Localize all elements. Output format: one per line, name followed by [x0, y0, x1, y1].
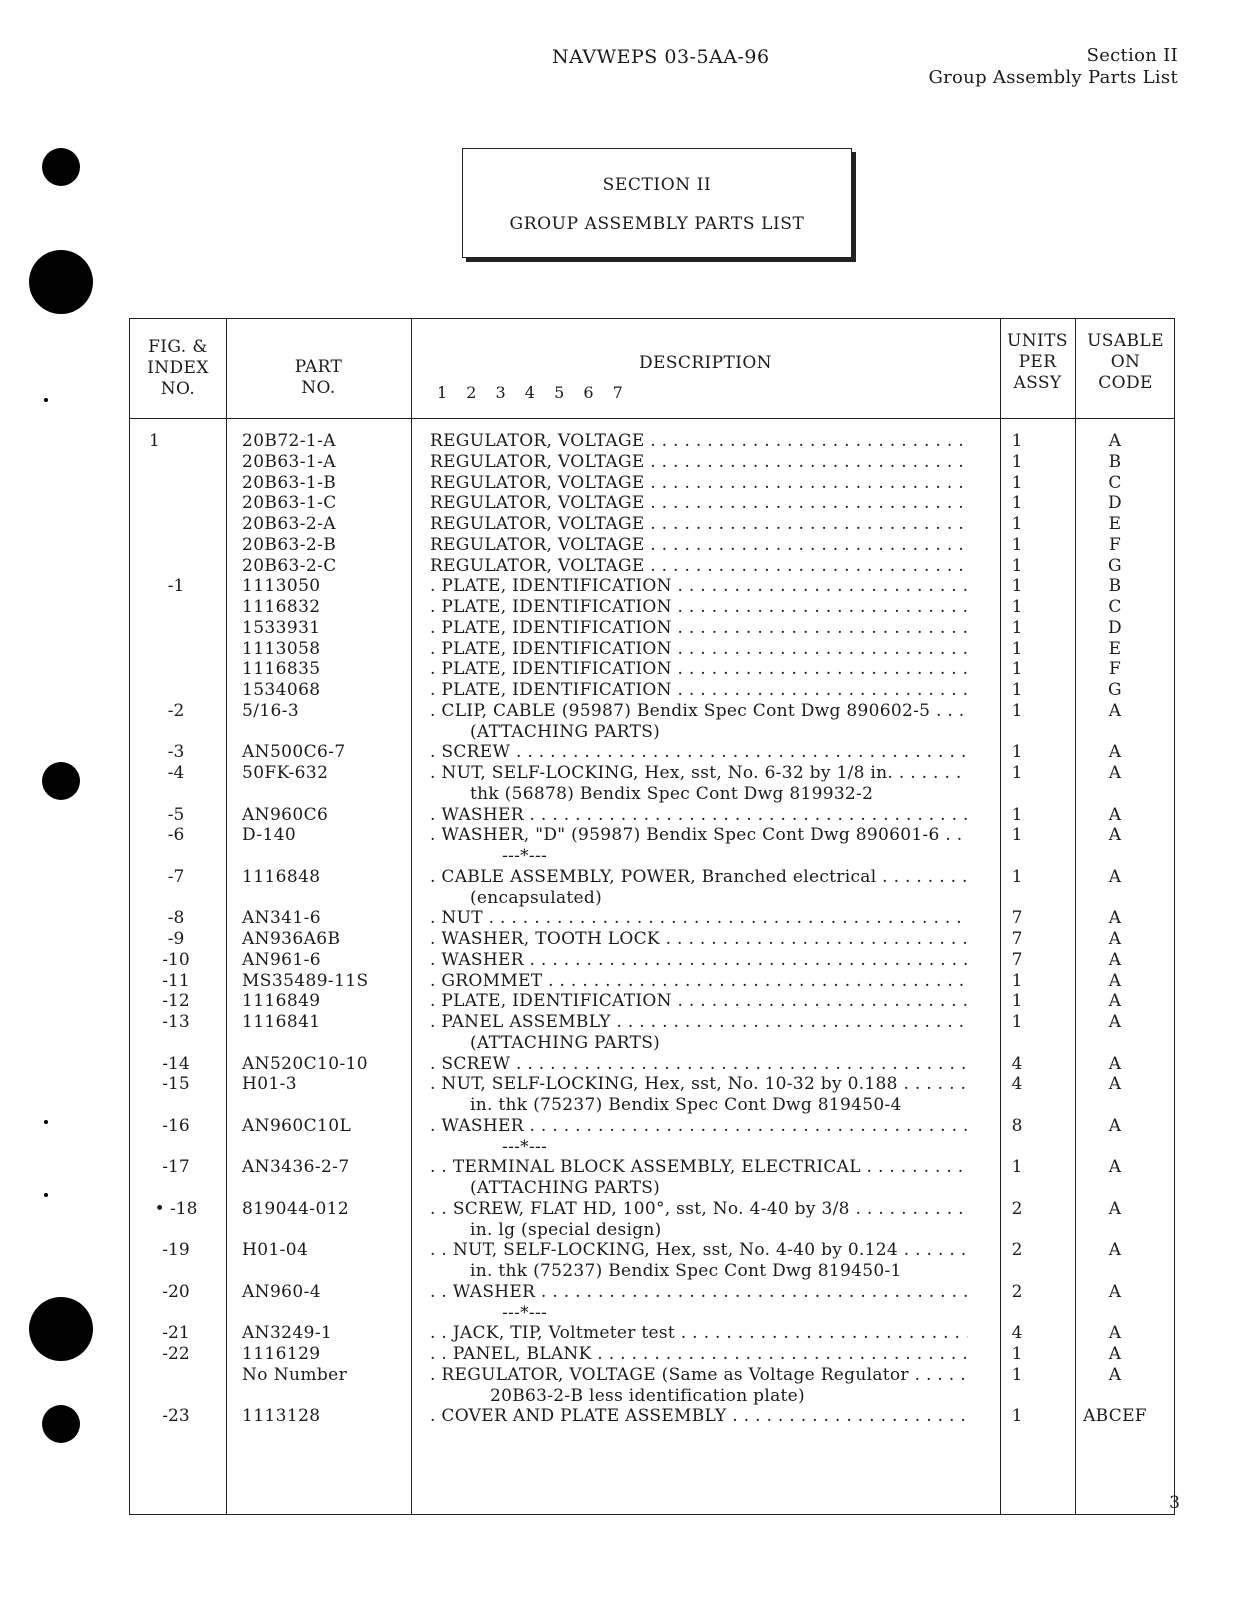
cell-units-per-assy: 1 — [1011, 866, 1023, 887]
header-fig-line: INDEX — [147, 358, 209, 378]
cell-fig-index: -19 — [162, 1240, 190, 1261]
cell-usable-on-code: A — [1108, 949, 1122, 970]
cell-fig-index: -16 — [162, 1115, 190, 1136]
cell-description: . WASHER, "D" (95987) Bendix Spec Cont Dwg 890601-6 . . . — [430, 825, 968, 846]
cell-description: . REGULATOR, VOLTAGE (Same as Voltage Regulator . . . — [430, 1365, 968, 1386]
header-usable-line: ON — [1110, 352, 1141, 372]
table-row — [130, 722, 1174, 743]
cell-part-no: 1116849 — [242, 991, 321, 1012]
cell-fig-index: -13 — [162, 1012, 190, 1032]
cell-part-no: 20B63-1-A — [242, 451, 336, 472]
cell-description: . COVER AND PLATE ASSEMBLY . . . — [430, 1406, 968, 1427]
cell-fig-index: -8 — [167, 908, 185, 929]
cell-description: . NUT, SELF-LOCKING, Hex, sst, No. 10-32 by 0.188 . . . — [430, 1074, 968, 1095]
cell-usable-on-code: A — [1108, 991, 1122, 1012]
table-row — [130, 1406, 1174, 1427]
cell-part-no: AN961-6 — [242, 949, 321, 970]
cell-fig-index: -21 — [162, 1323, 190, 1344]
table-row — [130, 1178, 1174, 1199]
header-units-line: PER — [1018, 352, 1057, 372]
cell-description: . WASHER, TOOTH LOCK . . . — [430, 929, 968, 950]
cell-fig-index: -20 — [162, 1281, 190, 1302]
cell-part-no: AN3249-1 — [242, 1323, 333, 1344]
cell-usable-on-code: A — [1108, 1012, 1122, 1032]
cell-fig-index: -15 — [162, 1074, 190, 1095]
header-divider — [130, 418, 1174, 419]
cell-description: 20B63-2-B less identification plate) — [490, 1385, 805, 1406]
cell-units-per-assy: 1 — [1011, 742, 1023, 763]
table-row — [130, 1116, 1174, 1137]
speck — [44, 398, 48, 402]
cell-description: REGULATOR, VOLTAGE . . . — [430, 556, 968, 577]
cell-usable-on-code: C — [1108, 472, 1122, 493]
cell-description: ---*--- — [502, 846, 548, 866]
table-row — [130, 473, 1174, 494]
cell-fig-index: -11 — [162, 970, 190, 991]
cell-description: in. lg (special design) — [470, 1219, 662, 1240]
header-units-per-assy — [1000, 331, 1075, 394]
cell-usable-on-code: A — [1108, 1240, 1122, 1261]
cell-part-no: MS35489-11S — [242, 970, 369, 991]
cell-part-no: AN500C6-7 — [242, 742, 346, 763]
header-description: DESCRIPTION — [639, 353, 772, 373]
cell-description: (ATTACHING PARTS) — [470, 721, 661, 742]
cell-description: . . NUT, SELF-LOCKING, Hex, sst, No. 4-40 by 0.124 . . . — [430, 1240, 968, 1261]
indent-levels: 1 2 3 4 5 6 7 — [437, 383, 630, 402]
cell-description: . SCREW . . . — [430, 742, 968, 763]
cell-part-no: D-140 — [242, 825, 297, 846]
table-row — [130, 1261, 1174, 1282]
cell-description: (ATTACHING PARTS) — [470, 1032, 661, 1053]
table-row — [130, 784, 1174, 805]
cell-description: (encapsulated) — [470, 887, 603, 908]
title-line-1: SECTION II — [602, 175, 712, 195]
cell-part-no: 1116848 — [242, 866, 321, 887]
cell-part-no: 819044-012 — [242, 1198, 350, 1219]
cell-usable-on-code: A — [1108, 866, 1122, 887]
cell-description: . PLATE, IDENTIFICATION . . . — [430, 991, 968, 1012]
cell-description: (ATTACHING PARTS) — [470, 1178, 661, 1198]
cell-units-per-assy: 1 — [1011, 431, 1023, 451]
cell-part-no: 20B72-1-A — [242, 431, 336, 451]
cell-part-no: 1116832 — [242, 597, 321, 617]
cell-units-per-assy: 1 — [1011, 617, 1023, 638]
table-row — [130, 1033, 1174, 1054]
page-number: 3 — [1169, 1493, 1180, 1513]
cell-units-per-assy: 4 — [1011, 1053, 1023, 1074]
cell-usable-on-code: A — [1108, 763, 1122, 783]
cell-usable-on-code: A — [1108, 742, 1122, 763]
cell-description: . PLATE, IDENTIFICATION . . . — [430, 639, 968, 660]
cell-units-per-assy: 2 — [1011, 1198, 1023, 1219]
cell-units-per-assy: 8 — [1011, 1115, 1023, 1136]
speck — [44, 1193, 48, 1197]
cell-fig-index: • -18 — [154, 1198, 198, 1219]
table-row — [130, 950, 1174, 971]
section-title: Group Assembly Parts List — [928, 67, 1178, 88]
cell-usable-on-code: E — [1108, 514, 1122, 534]
cell-units-per-assy: 1 — [1011, 1344, 1023, 1364]
cell-units-per-assy: 1 — [1011, 700, 1023, 721]
cell-fig-index: -14 — [162, 1053, 190, 1074]
cell-usable-on-code: A — [1108, 1198, 1122, 1219]
table-row — [130, 846, 1174, 867]
table-row — [130, 1054, 1174, 1075]
cell-description: REGULATOR, VOLTAGE . . . — [430, 514, 968, 535]
parts-table — [129, 318, 1175, 1515]
table-row — [130, 535, 1174, 556]
cell-description: REGULATOR, VOLTAGE . . . — [430, 493, 968, 514]
cell-description: ---*--- — [502, 1136, 548, 1157]
cell-units-per-assy: 2 — [1011, 1281, 1023, 1302]
cell-units-per-assy: 1 — [1011, 534, 1023, 555]
cell-description: . . TERMINAL BLOCK ASSEMBLY, ELECTRICAL . . . — [430, 1157, 968, 1178]
cell-description: REGULATOR, VOLTAGE . . . — [430, 452, 968, 473]
cell-part-no: 1533931 — [242, 617, 321, 638]
table-row — [130, 597, 1174, 618]
header-units-line: ASSY — [1013, 373, 1062, 393]
cell-usable-on-code: G — [1108, 680, 1122, 700]
header-part-line: NO. — [301, 378, 336, 398]
cell-usable-on-code: A — [1108, 431, 1122, 451]
table-row — [130, 908, 1174, 929]
table-row — [130, 431, 1174, 452]
cell-usable-on-code: A — [1108, 1053, 1122, 1074]
running-header — [928, 45, 1178, 89]
table-row — [130, 514, 1174, 535]
cell-part-no: 1116835 — [242, 659, 321, 680]
cell-description: . PLATE, IDENTIFICATION . . . — [430, 597, 968, 618]
cell-part-no: AN960-4 — [242, 1281, 321, 1302]
cell-units-per-assy: 1 — [1011, 638, 1023, 659]
binder-hole — [29, 250, 93, 314]
cell-part-no: 20B63-2-C — [242, 555, 337, 576]
cell-units-per-assy: 1 — [1011, 472, 1023, 493]
cell-units-per-assy: 1 — [1011, 493, 1023, 514]
cell-fig-index: 1 — [149, 431, 160, 451]
cell-units-per-assy: 1 — [1011, 825, 1023, 846]
cell-units-per-assy: 1 — [1011, 1157, 1023, 1178]
title-line-2: GROUP ASSEMBLY PARTS LIST — [509, 214, 805, 234]
cell-description: . . JACK, TIP, Voltmeter test . . . — [430, 1323, 968, 1344]
table-row — [130, 1344, 1174, 1365]
header-part-line: PART — [294, 357, 343, 377]
cell-description: . PLATE, IDENTIFICATION . . . — [430, 618, 968, 639]
cell-usable-on-code: D — [1108, 493, 1122, 514]
document-number: NAVWEPS 03-5AA-96 — [552, 46, 770, 68]
cell-units-per-assy: 1 — [1011, 576, 1023, 597]
cell-part-no: 5/16-3 — [242, 700, 300, 721]
cell-description: REGULATOR, VOLTAGE . . . — [430, 431, 968, 452]
cell-usable-on-code: F — [1108, 659, 1122, 680]
table-row — [130, 659, 1174, 680]
cell-units-per-assy: 1 — [1011, 514, 1023, 534]
cell-description: . GROMMET . . . — [430, 971, 968, 992]
cell-units-per-assy: 1 — [1011, 1364, 1023, 1385]
binder-hole — [42, 762, 80, 800]
cell-usable-on-code: ABCEF — [1083, 1406, 1147, 1427]
table-row — [130, 971, 1174, 992]
cell-usable-on-code: A — [1108, 825, 1122, 846]
cell-description: . CABLE ASSEMBLY, POWER, Branched electrical . . . — [430, 867, 968, 888]
cell-usable-on-code: B — [1108, 576, 1122, 597]
cell-usable-on-code: A — [1108, 1344, 1122, 1364]
cell-fig-index: -1 — [167, 576, 185, 597]
cell-units-per-assy: 1 — [1011, 597, 1023, 617]
section-title-box — [462, 148, 852, 258]
binder-hole — [42, 148, 80, 186]
cell-units-per-assy: 1 — [1011, 1012, 1023, 1032]
cell-units-per-assy: 4 — [1011, 1074, 1023, 1095]
cell-description: REGULATOR, VOLTAGE . . . — [430, 473, 968, 494]
cell-units-per-assy: 7 — [1011, 908, 1023, 929]
cell-part-no: AN960C10L — [242, 1115, 352, 1136]
cell-usable-on-code: A — [1108, 908, 1122, 929]
cell-part-no: 50FK-632 — [242, 763, 329, 783]
cell-units-per-assy: 7 — [1011, 929, 1023, 949]
cell-units-per-assy: 1 — [1011, 763, 1023, 783]
cell-usable-on-code: A — [1108, 1157, 1122, 1178]
binder-hole — [29, 1297, 93, 1361]
table-row — [130, 763, 1174, 784]
cell-usable-on-code: A — [1108, 929, 1122, 949]
table-row — [130, 1012, 1174, 1033]
cell-usable-on-code: F — [1108, 534, 1122, 555]
cell-units-per-assy: 1 — [1011, 659, 1023, 680]
cell-units-per-assy: 1 — [1011, 804, 1023, 825]
cell-description: . . WASHER . . . — [430, 1282, 968, 1303]
header-fig-line: FIG. & — [148, 337, 208, 357]
table-row — [130, 701, 1174, 722]
table-row — [130, 1303, 1174, 1324]
cell-part-no: 20B63-1-B — [242, 472, 337, 493]
cell-description: . . SCREW, FLAT HD, 100°, sst, No. 4-40 by 3/8 . . . — [430, 1199, 968, 1220]
table-row — [130, 825, 1174, 846]
cell-units-per-assy: 1 — [1011, 1406, 1023, 1427]
cell-description: . PLATE, IDENTIFICATION . . . — [430, 576, 968, 597]
table-row — [130, 1323, 1174, 1344]
cell-fig-index: -22 — [162, 1344, 190, 1364]
cell-part-no: AN341-6 — [242, 908, 321, 929]
cell-part-no: 1116129 — [242, 1344, 321, 1364]
cell-fig-index: -23 — [162, 1406, 190, 1427]
cell-description: . WASHER . . . — [430, 1116, 968, 1137]
cell-usable-on-code: D — [1108, 617, 1122, 638]
table-row — [130, 1074, 1174, 1095]
cell-units-per-assy: 1 — [1011, 555, 1023, 576]
cell-description: . NUT . . . — [430, 908, 968, 929]
section-label: Section II — [1086, 45, 1178, 66]
table-row — [130, 805, 1174, 826]
cell-usable-on-code: A — [1108, 1281, 1122, 1302]
cell-units-per-assy: 1 — [1011, 680, 1023, 700]
header-units-line: UNITS — [1007, 331, 1068, 351]
cell-part-no: 20B63-2-A — [242, 514, 336, 534]
table-row — [130, 929, 1174, 950]
cell-fig-index: -7 — [167, 866, 185, 887]
table-row — [130, 867, 1174, 888]
cell-description: . PLATE, IDENTIFICATION . . . — [430, 659, 968, 680]
cell-usable-on-code: A — [1108, 1115, 1122, 1136]
cell-usable-on-code: A — [1108, 1323, 1122, 1344]
header-part-no — [226, 357, 411, 399]
header-fig-line: NO. — [160, 379, 196, 399]
cell-units-per-assy: 1 — [1011, 991, 1023, 1012]
table-row — [130, 991, 1174, 1012]
cell-part-no: 1534068 — [242, 680, 321, 700]
cell-part-no: 1113128 — [242, 1406, 321, 1427]
cell-part-no: No Number — [242, 1364, 348, 1385]
cell-usable-on-code: A — [1108, 1074, 1122, 1095]
cell-usable-on-code: A — [1108, 804, 1122, 825]
table-row — [130, 888, 1174, 909]
cell-units-per-assy: 4 — [1011, 1323, 1023, 1344]
table-row — [130, 1199, 1174, 1220]
cell-part-no: AN520C10-10 — [242, 1053, 369, 1074]
cell-usable-on-code: B — [1108, 451, 1122, 472]
cell-fig-index: -17 — [162, 1157, 190, 1178]
cell-fig-index: -2 — [167, 700, 185, 721]
cell-usable-on-code: A — [1108, 970, 1122, 991]
table-row — [130, 493, 1174, 514]
cell-fig-index: -9 — [167, 929, 185, 949]
header-usable-line: CODE — [1098, 373, 1153, 393]
table-row — [130, 1157, 1174, 1178]
table-row — [130, 639, 1174, 660]
cell-part-no: 1116841 — [242, 1012, 321, 1032]
table-row — [130, 1240, 1174, 1261]
cell-description: . NUT, SELF-LOCKING, Hex, sst, No. 6-32 by 1/8 in. . . . — [430, 763, 968, 784]
cell-description: . SCREW . . . — [430, 1054, 968, 1075]
cell-units-per-assy: 7 — [1011, 949, 1023, 970]
table-row — [130, 556, 1174, 577]
cell-usable-on-code: G — [1108, 555, 1122, 576]
cell-part-no: 1113050 — [242, 576, 321, 597]
cell-part-no: AN960C6 — [242, 804, 329, 825]
cell-description: in. thk (75237) Bendix Spec Cont Dwg 819450-4 — [470, 1095, 902, 1115]
cell-description: REGULATOR, VOLTAGE . . . — [430, 535, 968, 556]
table-row — [130, 452, 1174, 473]
cell-description: . . PANEL, BLANK . . . — [430, 1344, 968, 1365]
table-row — [130, 618, 1174, 639]
table-row — [130, 1365, 1174, 1386]
cell-part-no: AN3436-2-7 — [242, 1157, 350, 1178]
cell-fig-index: -6 — [167, 825, 185, 846]
table-row — [130, 742, 1174, 763]
binder-hole — [42, 1405, 80, 1443]
cell-units-per-assy: 1 — [1011, 970, 1023, 991]
cell-description: thk (56878) Bendix Spec Cont Dwg 819932-2 — [470, 783, 874, 804]
cell-usable-on-code: C — [1108, 597, 1122, 617]
cell-description: . CLIP, CABLE (95987) Bendix Spec Cont Dwg 890602-5 . . . — [430, 701, 968, 722]
cell-description: in. thk (75237) Bendix Spec Cont Dwg 819450-1 — [470, 1261, 902, 1281]
cell-fig-index: -3 — [167, 742, 185, 763]
header-fig-index — [130, 337, 226, 400]
table-row — [130, 1095, 1174, 1116]
cell-fig-index: -5 — [167, 804, 185, 825]
cell-part-no: 20B63-1-C — [242, 493, 337, 514]
cell-part-no: 20B63-2-B — [242, 534, 337, 555]
table-row — [130, 680, 1174, 701]
cell-fig-index: -10 — [162, 949, 190, 970]
table-row — [130, 1137, 1174, 1158]
cell-units-per-assy: 1 — [1011, 451, 1023, 472]
table-row — [130, 1386, 1174, 1407]
cell-description: . PANEL ASSEMBLY . . . — [430, 1012, 968, 1033]
cell-part-no: H01-04 — [242, 1240, 309, 1261]
cell-part-no: H01-3 — [242, 1074, 298, 1095]
cell-description: ---*--- — [502, 1302, 548, 1323]
cell-usable-on-code: A — [1108, 1364, 1122, 1385]
table-row — [130, 1282, 1174, 1303]
cell-part-no: AN936A6B — [242, 929, 341, 949]
table-row — [130, 1220, 1174, 1241]
cell-units-per-assy: 2 — [1011, 1240, 1023, 1261]
header-usable-on-code — [1075, 331, 1176, 394]
cell-usable-on-code: A — [1108, 700, 1122, 721]
speck — [44, 1120, 48, 1124]
cell-fig-index: -4 — [167, 763, 185, 783]
cell-fig-index: -12 — [162, 991, 190, 1012]
cell-description: . PLATE, IDENTIFICATION . . . — [430, 680, 968, 701]
cell-description: . WASHER . . . — [430, 805, 968, 826]
table-row — [130, 576, 1174, 597]
cell-description: . WASHER . . . — [430, 950, 968, 971]
cell-part-no: 1113058 — [242, 638, 321, 659]
header-usable-line: USABLE — [1087, 331, 1164, 351]
cell-usable-on-code: E — [1108, 638, 1122, 659]
